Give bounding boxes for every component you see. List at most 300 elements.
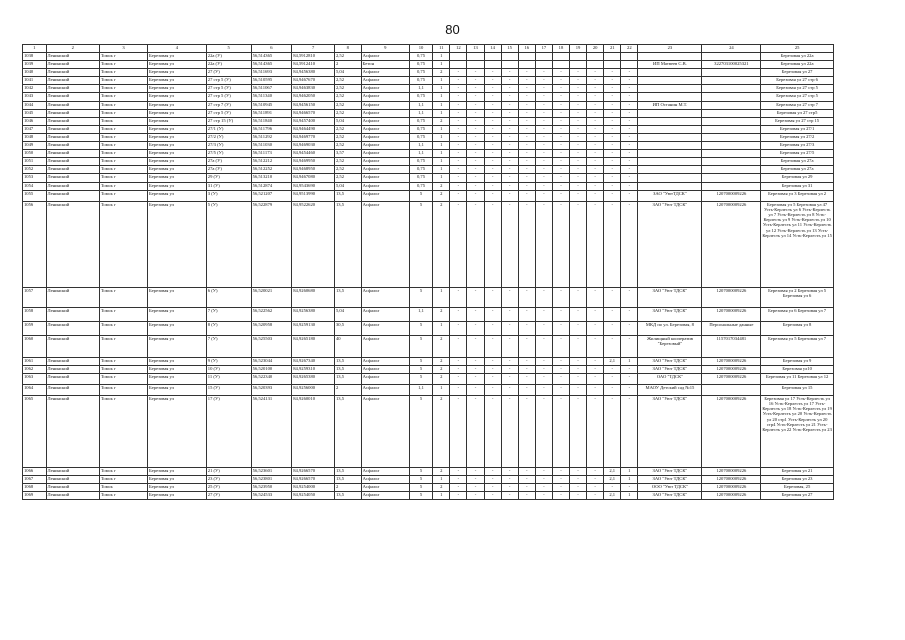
table-cell: 84,9468950: [292, 166, 335, 174]
table-cell: -: [535, 142, 552, 150]
table-cell: -: [535, 492, 552, 500]
table-cell: -: [604, 335, 621, 357]
table-cell: 27/5 (У): [206, 150, 251, 158]
column-header: 25: [761, 45, 834, 53]
table-cell: Ленинский: [46, 483, 99, 491]
table-cell: -: [467, 158, 484, 166]
table-cell: 2,1: [604, 467, 621, 475]
table-cell: 6 (У): [206, 287, 251, 307]
table-cell: -: [484, 307, 501, 321]
table-cell: -: [450, 93, 467, 101]
table-cell: -: [552, 492, 569, 500]
table-cell: -: [570, 166, 587, 174]
table-cell: Ленинский: [46, 53, 99, 61]
table-cell: -: [570, 142, 587, 150]
table-cell: [587, 61, 604, 69]
table-cell: [638, 109, 702, 117]
column-header: 14: [484, 45, 501, 53]
table-cell: -: [604, 101, 621, 109]
table-cell: -: [467, 190, 484, 201]
table-cell: -: [535, 190, 552, 201]
table-cell: [518, 53, 535, 61]
table-cell: -: [535, 69, 552, 77]
table-row: [23, 77, 834, 85]
table-cell: 13,5: [334, 365, 361, 373]
table-cell: -: [552, 190, 569, 201]
table-cell: Томск г: [99, 307, 147, 321]
table-row: [23, 166, 834, 174]
table-cell: -: [501, 142, 518, 150]
column-header: 13: [467, 45, 484, 53]
table-cell: Березовая ул 9: [761, 357, 834, 365]
table-cell: [467, 53, 484, 61]
table-cell: -: [518, 321, 535, 335]
table-cell: [702, 142, 761, 150]
table-cell: 13,5: [334, 287, 361, 307]
table-cell: 1: [433, 101, 450, 109]
table-cell: Березовая ул: [148, 492, 207, 500]
table-cell: -: [552, 166, 569, 174]
table-cell: -: [501, 125, 518, 133]
table-cell: -: [621, 117, 638, 125]
table-cell: Березовая ул 27/1: [761, 125, 834, 133]
table-row: [23, 384, 834, 395]
table-cell: -: [535, 373, 552, 384]
table-cell: Ленинский: [46, 150, 99, 158]
table-cell: ЗАО "Уют ТДСК": [638, 395, 702, 467]
table-cell: -: [552, 77, 569, 85]
table-cell: 2,52: [334, 166, 361, 174]
table-cell: -: [484, 142, 501, 150]
table-cell: -: [587, 335, 604, 357]
table-cell: -: [552, 182, 569, 190]
table-cell: Березовая ул 5 Березовая ул 7: [761, 335, 834, 357]
table-cell: 84,9464490: [292, 125, 335, 133]
table-cell: -: [570, 321, 587, 335]
table-cell: Ленинский: [46, 77, 99, 85]
column-header: 23: [638, 45, 702, 53]
table-cell: Березовая ул 3 Березовая ул 2: [761, 190, 834, 201]
table-cell: Березовая ул: [148, 166, 207, 174]
table-cell: -: [587, 201, 604, 287]
table-cell: 1051: [23, 158, 47, 166]
table-cell: -: [450, 166, 467, 174]
table-cell: 8 (У): [206, 321, 251, 335]
table-cell: -: [484, 125, 501, 133]
table-cell: -: [587, 307, 604, 321]
table-cell: Ленинский: [46, 384, 99, 395]
table-cell: -: [484, 384, 501, 395]
table-cell: Томск г: [99, 142, 147, 150]
table-cell: Асфальт: [361, 125, 409, 133]
table-cell: [702, 69, 761, 77]
table-cell: 1039: [23, 61, 47, 69]
table-cell: [604, 53, 621, 61]
table-cell: Томск г: [99, 475, 147, 483]
table-cell: -: [587, 93, 604, 101]
table-cell: 2,52: [334, 158, 361, 166]
table-cell: Березовая ул 27 стр5: [761, 109, 834, 117]
table-cell: 56,512252: [251, 166, 292, 174]
table-cell: -: [501, 133, 518, 141]
table-cell: 56,511292: [251, 133, 292, 141]
table-cell: -: [518, 467, 535, 475]
table-cell: -: [535, 335, 552, 357]
table-cell: Березовая ул: [148, 321, 207, 335]
table-row: [23, 117, 834, 125]
table-cell: Ленинский: [46, 125, 99, 133]
table-cell: Томск г: [99, 158, 147, 166]
table-cell: Березовая ул 27 стр 7: [761, 101, 834, 109]
table-cell: -: [484, 182, 501, 190]
table-row: [23, 53, 834, 61]
table-cell: -: [570, 125, 587, 133]
table-cell: 84,5912810: [292, 53, 335, 61]
table-cell: -: [518, 101, 535, 109]
table-cell: -: [587, 287, 604, 307]
table-cell: [638, 69, 702, 77]
table-cell: -: [604, 166, 621, 174]
table-cell: -: [467, 93, 484, 101]
table-cell: -: [604, 201, 621, 287]
table-cell: [501, 53, 518, 61]
table-cell: -: [621, 133, 638, 141]
table-cell: 56,520958: [251, 321, 292, 335]
table-cell: 1: [433, 174, 450, 182]
table-cell: -: [484, 365, 501, 373]
table-cell: -: [518, 384, 535, 395]
table-cell: Асфальт: [361, 77, 409, 85]
column-header: 20: [587, 45, 604, 53]
table-cell: -: [535, 174, 552, 182]
table-cell: Березовая ул: [148, 125, 207, 133]
table-cell: 0,75: [409, 166, 433, 174]
table-cell: -: [552, 483, 569, 491]
table-cell: Томск г: [99, 125, 147, 133]
table-cell: -: [570, 190, 587, 201]
table-cell: Асфальт: [361, 365, 409, 373]
table-row: [23, 182, 834, 190]
table-cell: 2,52: [334, 101, 361, 109]
table-cell: ЗАО "УютТДСК": [638, 190, 702, 201]
table-cell: 1157017034481: [702, 335, 761, 357]
table-row: [23, 467, 834, 475]
table-cell: -: [621, 321, 638, 335]
table-cell: [638, 117, 702, 125]
table-cell: Ленинский: [46, 93, 99, 101]
table-cell: -: [467, 125, 484, 133]
table-cell: ЗАО "Уют ТДСК": [638, 492, 702, 500]
table-cell: -: [587, 109, 604, 117]
table-cell: Березовая ул 8: [761, 321, 834, 335]
table-cell: 2: [433, 395, 450, 467]
table-cell: 1069: [23, 492, 47, 500]
table-cell: Березовая ул 27/2: [761, 133, 834, 141]
table-cell: -: [450, 307, 467, 321]
table-cell: -: [621, 174, 638, 182]
table-cell: -: [501, 357, 518, 365]
table-cell: Томск г: [99, 61, 147, 69]
table-cell: 1052: [23, 166, 47, 174]
table-cell: 27 (У): [206, 69, 251, 77]
table-cell: -: [604, 158, 621, 166]
table-cell: -: [587, 357, 604, 365]
table-cell: -: [518, 69, 535, 77]
table-cell: [552, 53, 569, 61]
table-cell: Березовая ул: [148, 77, 207, 85]
table-cell: 5: [409, 483, 433, 491]
table-cell: -: [467, 373, 484, 384]
table-cell: [535, 61, 552, 69]
table-cell: -: [450, 117, 467, 125]
table-cell: -: [467, 142, 484, 150]
table-cell: 84,9256000: [292, 384, 335, 395]
table-row: [23, 174, 834, 182]
table-cell: -: [552, 85, 569, 93]
table-cell: Ленинский: [46, 467, 99, 475]
table-cell: 1043: [23, 93, 47, 101]
table-cell: 13,5: [334, 373, 361, 384]
table-cell: -: [467, 475, 484, 483]
table-cell: 84,9266570: [292, 467, 335, 475]
table-cell: -: [570, 69, 587, 77]
table-cell: -: [467, 133, 484, 141]
table-cell: -: [518, 201, 535, 287]
table-cell: 2: [334, 384, 361, 395]
table-cell: 5: [409, 365, 433, 373]
table-cell: Березовая ул: [148, 109, 207, 117]
table-cell: Асфальт: [361, 467, 409, 475]
table-cell: -: [518, 174, 535, 182]
table-cell: Березовая ул 21: [761, 467, 834, 475]
table-cell: -: [587, 133, 604, 141]
table-cell: Березовая ул: [148, 61, 207, 69]
table-cell: -: [587, 174, 604, 182]
table-cell: -: [467, 201, 484, 287]
table-cell: -: [570, 117, 587, 125]
table-cell: -: [587, 166, 604, 174]
table-cell: Березовая ул 27/3: [761, 142, 834, 150]
table-cell: -: [621, 373, 638, 384]
table-cell: -: [570, 335, 587, 357]
table-cell: -: [552, 142, 569, 150]
table-cell: -: [501, 307, 518, 321]
table-cell: 56,511067: [251, 85, 292, 93]
table-cell: -: [570, 492, 587, 500]
table-cell: 1056: [23, 201, 47, 287]
table-cell: Березовая ул: [148, 93, 207, 101]
table-cell: -: [450, 69, 467, 77]
table-cell: 27/2 (У): [206, 133, 251, 141]
table-cell: -: [450, 384, 467, 395]
table-cell: Томск г: [99, 335, 147, 357]
table-cell: -: [518, 307, 535, 321]
table-cell: Персональные данные: [702, 321, 761, 335]
table-cell: [702, 109, 761, 117]
column-header: 15: [501, 45, 518, 53]
column-header: 10: [409, 45, 433, 53]
table-cell: Березовая ул 5 Березовая ул 47 Усть-Керлесть ул 6 Усть-Керлесть ул 7 Усть-Керлесть ул 8 Усть-Керлесть ул 9 Усть-Керлесть ул 10 Усть-Керлесть ул 11 Усть-Керлесть ул 12 Усть-Керлесть ул 13 Усть-Керлесть ул 14 Усть-Керлесть ул 15: [761, 201, 834, 287]
table-cell: Томск: [99, 483, 147, 491]
table-cell: 84,9454460: [292, 150, 335, 158]
table-cell: ИП Останин М.Т.: [638, 101, 702, 109]
table-cell: 1: [433, 93, 450, 101]
table-cell: [702, 101, 761, 109]
table-cell: Ленинский: [46, 101, 99, 109]
column-header: 11: [433, 45, 450, 53]
table-cell: Ленинский: [46, 365, 99, 373]
table-cell: 1: [433, 492, 450, 500]
table-cell: -: [570, 101, 587, 109]
table-cell: -: [501, 150, 518, 158]
table-cell: 5: [409, 190, 433, 201]
table-cell: -: [450, 201, 467, 287]
table-cell: 7 (У): [206, 307, 251, 321]
table-cell: Березовая ул: [148, 174, 207, 182]
table-row: [23, 158, 834, 166]
table-cell: -: [501, 174, 518, 182]
table-cell: Березовая ул 22a: [761, 53, 834, 61]
table-cell: 1,1: [409, 85, 433, 93]
table-cell: -: [484, 475, 501, 483]
table-cell: -: [484, 69, 501, 77]
table-cell: 1058: [23, 307, 47, 321]
table-cell: Березовая ул: [148, 190, 207, 201]
table-cell: -: [484, 467, 501, 475]
table-row: [23, 142, 834, 150]
table-cell: -: [535, 117, 552, 125]
table-cell: 1057: [23, 287, 47, 307]
table-cell: 13,5: [334, 190, 361, 201]
table-cell: 2,1: [604, 357, 621, 365]
table-cell: [702, 158, 761, 166]
table-cell: -: [604, 125, 621, 133]
table-cell: Ленинский: [46, 69, 99, 77]
table-cell: -: [604, 190, 621, 201]
table-cell: -: [501, 335, 518, 357]
table-cell: -: [552, 201, 569, 287]
table-cell: 2,52: [334, 133, 361, 141]
table-cell: 1,1: [409, 150, 433, 158]
table-cell: -: [450, 190, 467, 201]
table-cell: 56,523044: [251, 357, 292, 365]
table-cell: 56,523601: [251, 467, 292, 475]
table-cell: Березовая ул: [148, 101, 207, 109]
table-cell: 5,04: [334, 117, 361, 125]
table-cell: -: [570, 483, 587, 491]
table-cell: Томск г: [99, 101, 147, 109]
table-cell: 56,522879: [251, 201, 292, 287]
table-cell: -: [552, 125, 569, 133]
table-cell: Ленинский: [46, 307, 99, 321]
table-cell: Березовая ул: [148, 467, 207, 475]
table-cell: -: [552, 69, 569, 77]
table-cell: -: [621, 190, 638, 201]
table-cell: Асфальт: [361, 190, 409, 201]
table-cell: -: [570, 475, 587, 483]
table-cell: 84,9260010: [292, 395, 335, 467]
table-cell: 1048: [23, 133, 47, 141]
table-cell: Ленинский: [46, 61, 99, 69]
table-cell: 27 (У): [206, 492, 251, 500]
table-cell: [604, 61, 621, 69]
table-cell: Березовая ул: [148, 182, 207, 190]
table-cell: 1066: [23, 467, 47, 475]
column-header: 7: [292, 45, 335, 53]
table-cell: 56,525503: [251, 335, 292, 357]
table-cell: Березовая ул 27: [761, 492, 834, 500]
table-cell: -: [621, 287, 638, 307]
table-cell: -: [621, 77, 638, 85]
table-cell: -: [587, 384, 604, 395]
table-cell: 1044: [23, 101, 47, 109]
table-cell: ИП Матвеев С.В.: [638, 61, 702, 69]
table-cell: [702, 174, 761, 182]
table-cell: 0,75: [409, 125, 433, 133]
table-cell: 1: [433, 150, 450, 158]
table-cell: Томск г: [99, 109, 147, 117]
table-cell: [702, 125, 761, 133]
column-header: 1: [23, 45, 47, 53]
table-cell: ЗАО "Уют ТДСК": [638, 467, 702, 475]
table-cell: 1207000009226: [702, 467, 761, 475]
table-cell: Березовая ул10: [761, 365, 834, 373]
table-cell: -: [518, 150, 535, 158]
table-cell: -: [570, 93, 587, 101]
table-cell: -: [535, 125, 552, 133]
table-cell: 27/3 (У): [206, 142, 251, 150]
table-cell: Томск г: [99, 365, 147, 373]
table-cell: 30,5: [334, 321, 361, 335]
table-cell: 1067: [23, 475, 47, 483]
table-cell: 84,9462050: [292, 93, 335, 101]
table-cell: -: [621, 384, 638, 395]
table-cell: Березовая ул: [148, 69, 207, 77]
table-cell: Томск г: [99, 133, 147, 141]
table-cell: 84,9467670: [292, 77, 335, 85]
table-cell: 56,520021: [251, 287, 292, 307]
table-cell: 1207000009226: [702, 492, 761, 500]
table-cell: -: [587, 142, 604, 150]
table-cell: -: [467, 150, 484, 158]
table-cell: -: [484, 287, 501, 307]
table-body: [23, 53, 834, 500]
table-cell: -: [570, 384, 587, 395]
table-cell: 27 стр 7 (У): [206, 101, 251, 109]
table-cell: -: [518, 109, 535, 117]
table-cell: Березовая ул: [148, 142, 207, 150]
table-cell: -: [450, 373, 467, 384]
table-cell: 1: [433, 133, 450, 141]
table-cell: -: [604, 93, 621, 101]
table-cell: Ленинский: [46, 357, 99, 365]
table-cell: -: [621, 335, 638, 357]
table-cell: Томск г: [99, 69, 147, 77]
table-cell: -: [518, 357, 535, 365]
table-cell: -: [552, 287, 569, 307]
table-cell: -: [467, 307, 484, 321]
table-cell: 1,1: [409, 109, 433, 117]
table-cell: 13,5: [334, 357, 361, 365]
table-cell: -: [552, 335, 569, 357]
table-cell: ЗАО "Уют ТДСК": [638, 475, 702, 483]
table-cell: 1: [433, 53, 450, 61]
table-cell: 2,52: [334, 109, 361, 117]
table-row: [23, 395, 834, 467]
table-cell: -: [467, 85, 484, 93]
table-row: [23, 201, 834, 287]
table-cell: Асфальт: [361, 142, 409, 150]
